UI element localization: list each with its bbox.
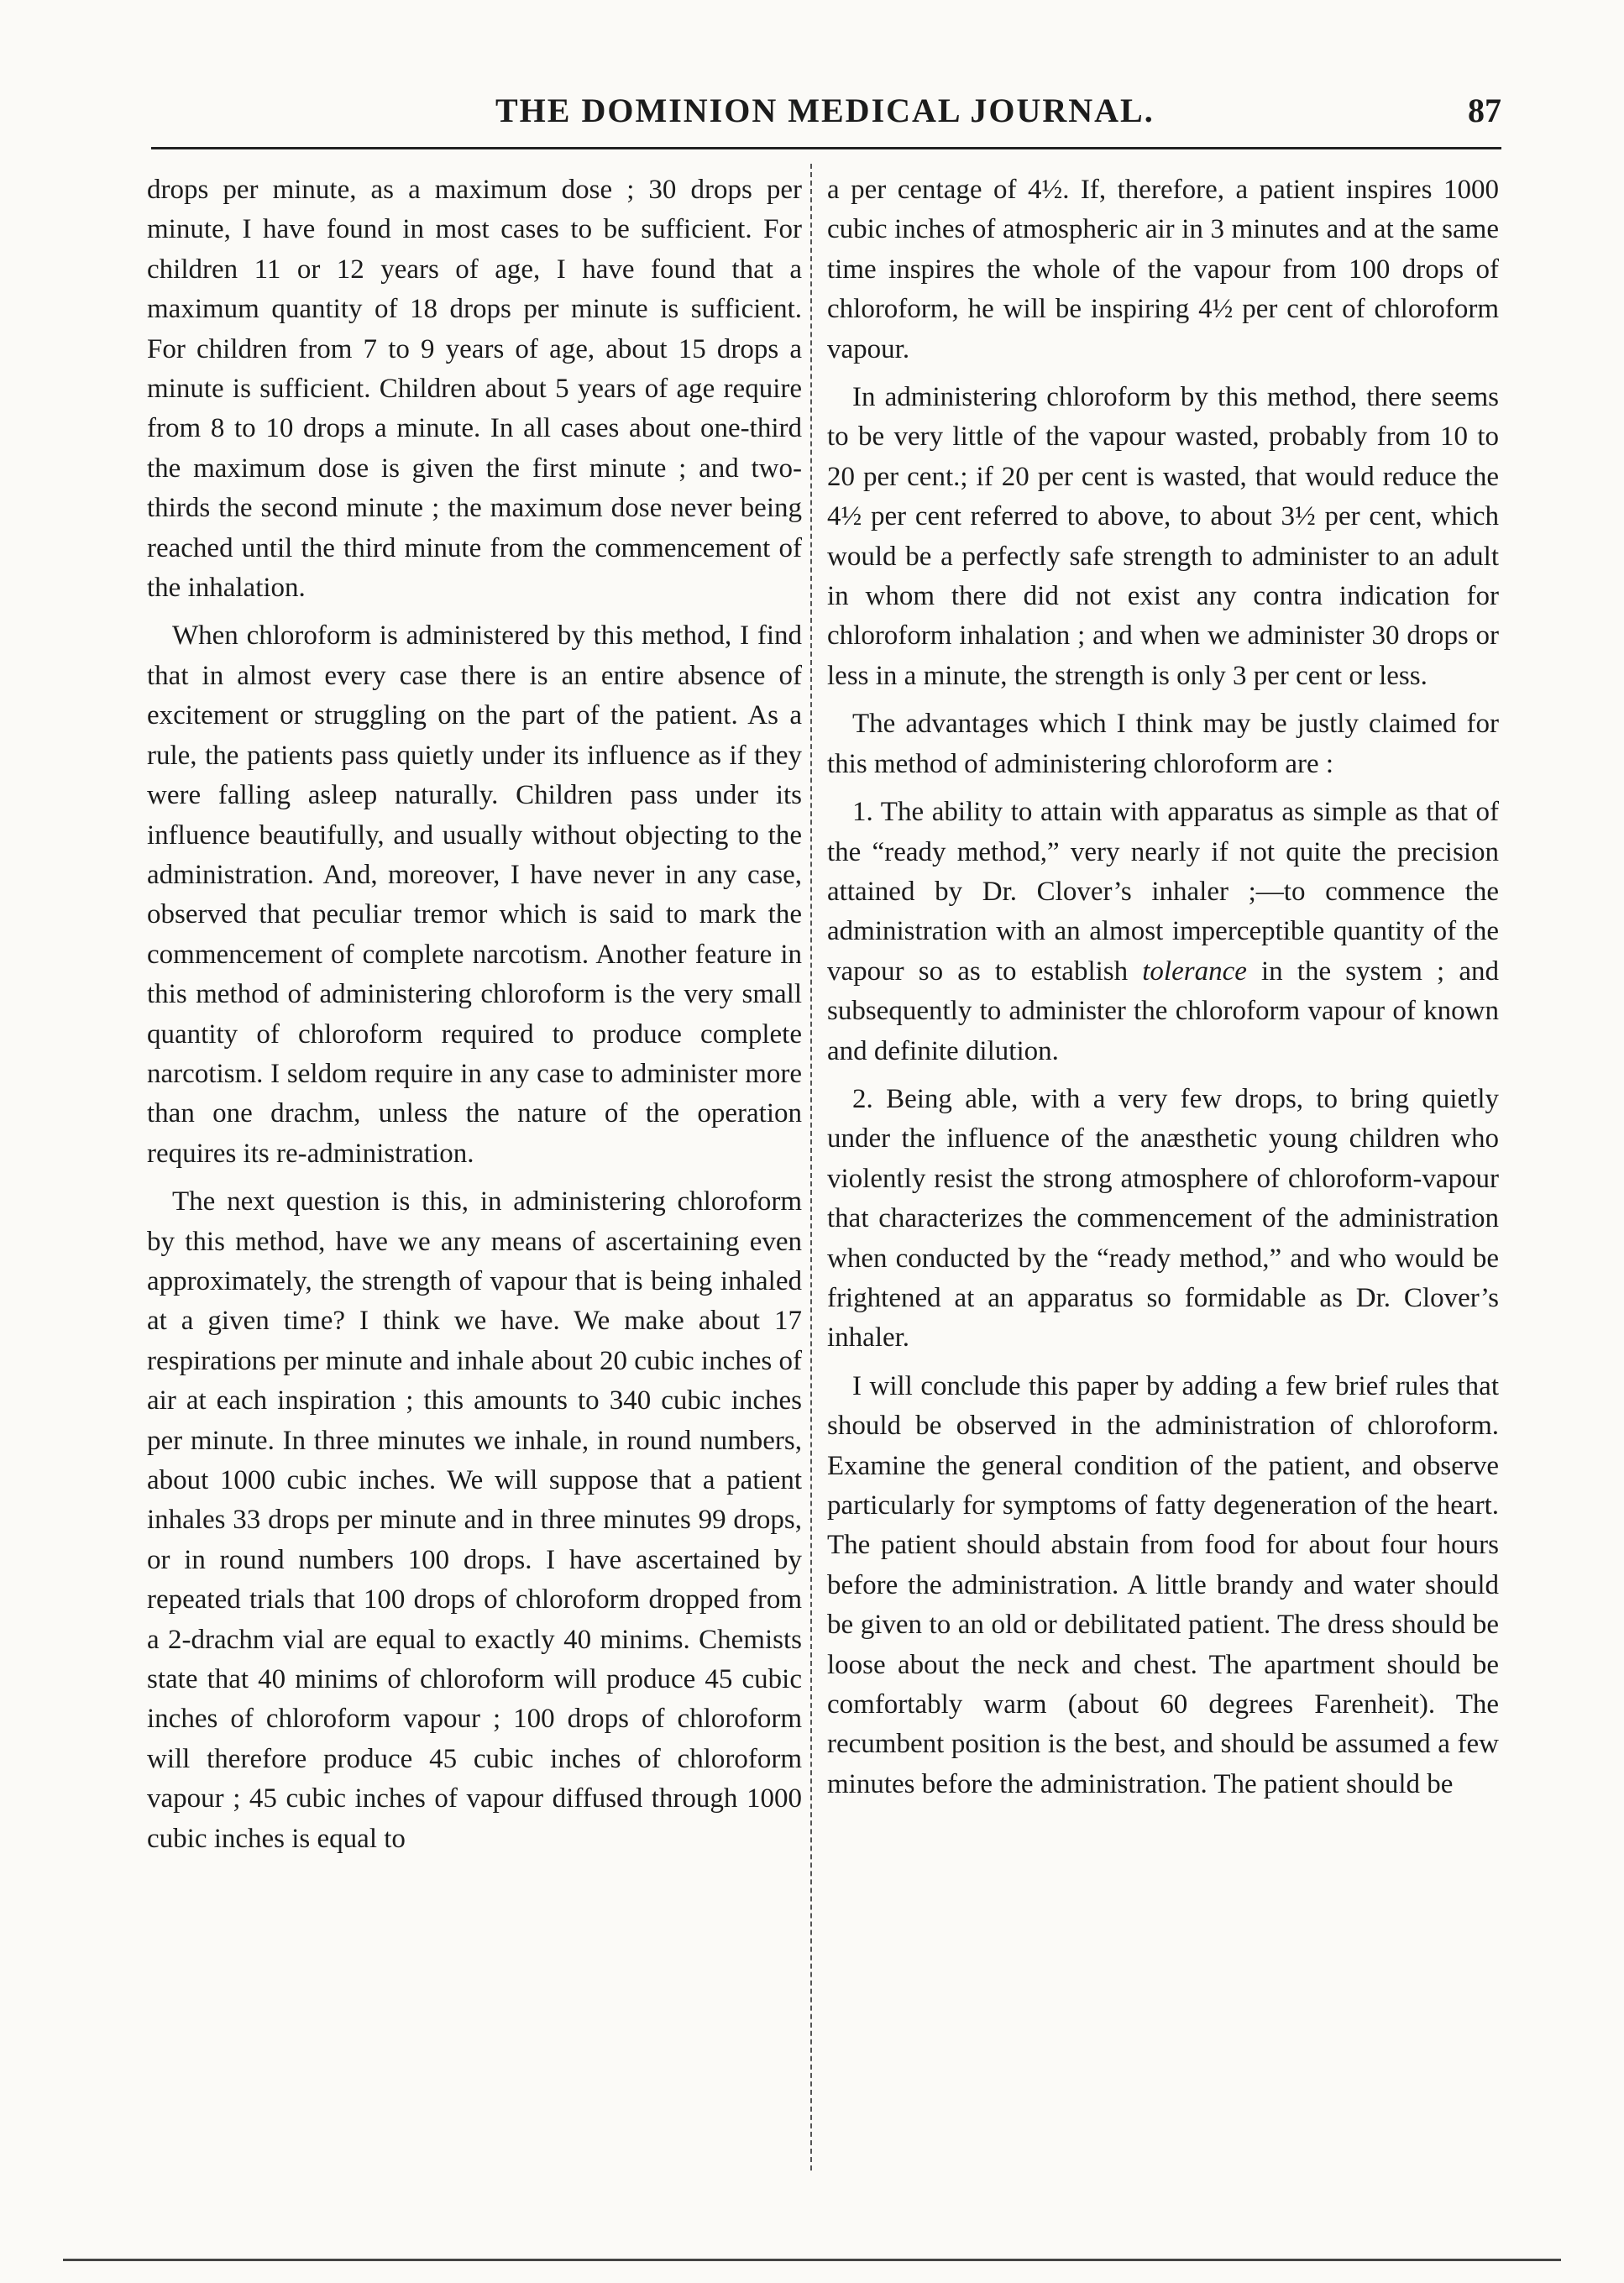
right-column xyxy=(827,170,1499,1813)
tolerance-emphasis: tolerance xyxy=(1142,956,1247,987)
bottom-rule xyxy=(63,2259,1561,2261)
left-column xyxy=(147,170,802,1867)
advantage-1-text-a: 1. The ability to attain with apparatus as simple as that of the “ready method,” very nearly if not quite the precision attained by Dr. Clover’s inhaler ;—to commence the administration with an almost imperceptible quantity of the vapour so as to establish xyxy=(827,797,1499,987)
running-head xyxy=(0,0,1624,143)
right-paragraph-6: I will conclude this paper by adding a few brief rules that should be observed in the administration of chloroform. Examine the general condition of the patient, and observe particularly for symptoms of fatty degeneration of the heart. The patient should abstain from food for about four hours before the administration. A little brandy and water should be given to an old or debilitated patient. The dress should be loose about the neck and chest. The apartment should be comfortably warm (about 60 degrees Farenheit). The recumbent position is the best, and should be assumed a few minutes before the administration. The patient should be xyxy=(827,1370,1499,1799)
left-paragraph-3: The next question is this, in administering chloroform by this method, have we any means of ascertaining even approximately, the strength of vapour that is being inhaled at a given time? I think we have. We make about 17 respirations per minute and inhale about 20 cubic inches of air at each inspiration ; this amounts to 340 cubic inches per minute. In three minutes we inhale, in round numbers, about 1000 cubic inches. We will suppose that a patient inhales 33 drops per minute and in three minutes 99 drops, or in round numbers 100 drops. I have ascertained by repeated trials that 100 drops of chloroform dropped from a 2-drachm vial are equal to exactly 40 minims. Chemists state that 40 minims of chloroform will produce 45 cubic inches of chloroform vapour ; 100 drops of chloroform will therefore produce 45 cubic inches of chloroform vapour ; 45 cubic inches of vapour diffused through 1000 cubic inches is equal to xyxy=(147,1186,802,1854)
advantage-1-text-b: in the system ; and subsequently to administer the chloroform vapour of known and definite dilution. xyxy=(827,956,1499,1066)
right-paragraph-2: In administering chloroform by this method, there seems to be very little of the vapour wasted, probably from 10 to 20 per cent.; if 20 per cent is wasted, that would reduce the 4½ per cent referred to above, to about 3½ per cent, which would be a perfectly safe strength to administer to an adult in whom there did not exist any contra indication for chloroform inhalation ; and when we administer 30 drops or less in a minute, the strength is only 3 per cent or less. xyxy=(827,382,1499,691)
left-paragraph-2: When chloroform is administered by this method, I find that in almost every case there is an entire absence of excitement or struggling on the part of the patient. As a rule, the patients pass quietly under its influence as if they were falling asleep naturally. Children pass under its influence beautifully, and usually without objecting to the administration. And, moreover, I have never in any case, observed that peculiar tremor which is said to mark the commencement of complete narcotism. Another feature in this method of administering chloroform is the very small quantity of chloroform required to produce complete narcotism. I seldom require in any case to administer more than one drachm, unless the nature of the operation requires its re-administration. xyxy=(147,620,802,1169)
column-divider xyxy=(810,164,812,2170)
left-paragraph-1: drops per minute, as a maximum dose ; 30 drops per minute, I have found in most cases to be sufficient. For children 11 or 12 years of age, I have found that a maximum quantity of 18 drops per minute is sufficient. For children from 7 to 9 years of age, about 15 drops a minute is sufficient. Children about 5 years of age require from 8 to 10 drops a minute. In all cases about one-third the maximum dose is given the first minute ; and two-thirds the second minute ; the maximum dose never being reached until the third minute from the commencement of the inhalation. xyxy=(147,175,802,604)
header-rule xyxy=(151,147,1501,149)
right-paragraph-5: 2. Being able, with a very few drops, to bring quietly under the influence of the anæsthetic young children who violently resist the strong atmosphere of chloroform-vapour that characterizes the commencement of the administration when conducted by the “ready method,” and who would be frightened at an apparatus so formidable as Dr. Clover’s inhaler. xyxy=(827,1083,1499,1354)
right-paragraph-4 xyxy=(827,793,1499,1071)
page-number: 87 xyxy=(1468,92,1501,129)
right-paragraph-3: The advantages which I think may be justly claimed for this method of administering chloroform are : xyxy=(827,709,1499,779)
right-paragraph-1: a per centage of 4½. If, therefore, a patient inspires 1000 cubic inches of atmospheric air in 3 minutes and at the same time inspires the whole of the vapour from 100 drops of chloroform, he will be inspiring 4½ per cent of chloroform vapour. xyxy=(827,175,1499,364)
journal-title: THE DOMINION MEDICAL JOURNAL. xyxy=(495,92,1155,129)
